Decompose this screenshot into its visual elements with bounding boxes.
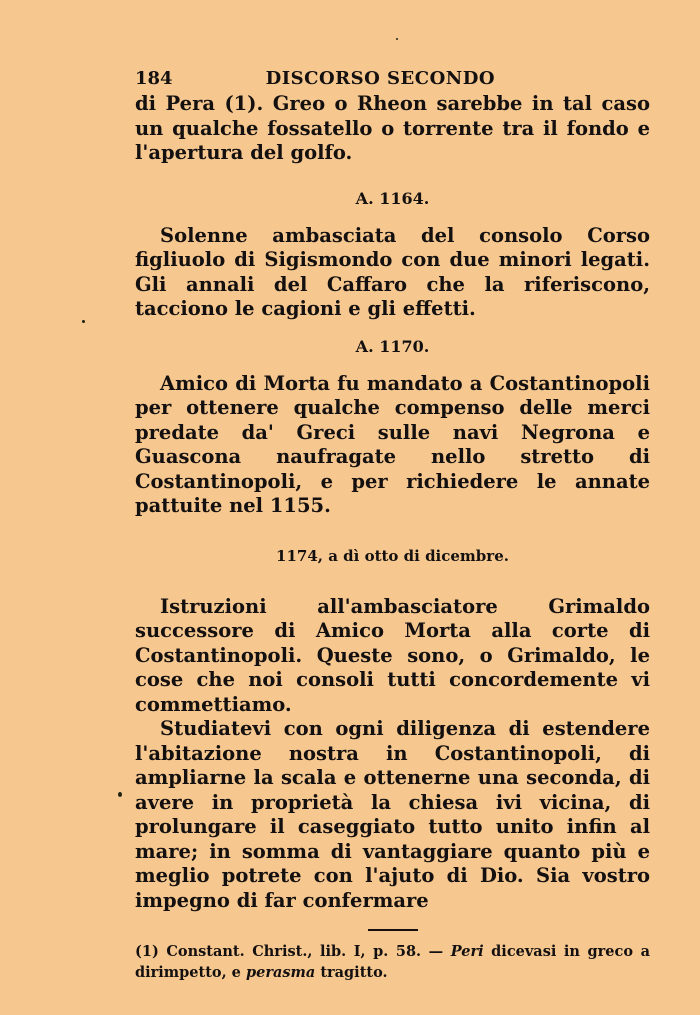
footnote-italic-a: Peri (450, 943, 484, 960)
page-number: 184 (135, 68, 173, 89)
paragraph-1174-body: Studiatevi con ogni diligenza di estendere l'abitazione nostra in Costantinopoli, di ampliarne la scala e ottenerne una seconda, di avere in proprietà la chiesa ivi vicina, di prolungare il caseggiato tutto unito infin al mare; in somma di vantaggiare quanto più e meglio potrete con l'ajuto di Dio. Sia vostro impegno di far confermare (135, 717, 650, 912)
date-heading-1174: 1174, a dì otto di dicembre. (276, 546, 509, 565)
paper-speck (118, 792, 122, 797)
paragraph-1174-instructions: Istruzioni all'ambasciatore Grimaldo successore di Amico Morta alla corte di Costantinopoli. Queste sono, o Grimaldo, le cose che noi consoli tutti concordemente vi commettiamo. (135, 594, 650, 716)
paragraph-1164: Solenne ambasciata del consolo Corso figliuolo di Sigismondo con due minori legati. Gli annali del Caffaro che la riferiscono, tacciono le cagioni e gli effetti. (135, 223, 650, 320)
year-heading-1164: A. 1164. (355, 188, 430, 208)
running-header (135, 66, 495, 92)
year-heading-1170: A. 1170. (355, 336, 430, 356)
running-title: DISCORSO SECONDO (265, 68, 495, 89)
footnote-text-b: dicevasi in greco a dirimpetto, e (135, 943, 650, 981)
footnote-text-a: (1) Constant. Christ., lib. I, p. 58. — (135, 943, 451, 960)
footnote-italic-b: perasma (245, 964, 316, 981)
paper-speck (82, 320, 85, 323)
footnote (135, 941, 650, 983)
footnote-rule (368, 929, 418, 931)
paragraph-1170: Amico di Morta fu mandato a Costantinopoli per ottenere qualche compenso delle merci predate da' Greci sulle navi Negrona e Guascona naufragate nello stretto di Costantinopoli, e per richiedere le annate pattuite nel 1155. (135, 371, 650, 517)
intro-paragraph: di Pera (1). Greo o Rheon sarebbe in tal caso un qualche fossatello o torrente tra il fondo e l'apertura del golfo. (135, 92, 650, 164)
book-page (135, 66, 650, 983)
footnote-text-c: tragitto. (315, 964, 388, 981)
paper-speck (396, 38, 398, 40)
